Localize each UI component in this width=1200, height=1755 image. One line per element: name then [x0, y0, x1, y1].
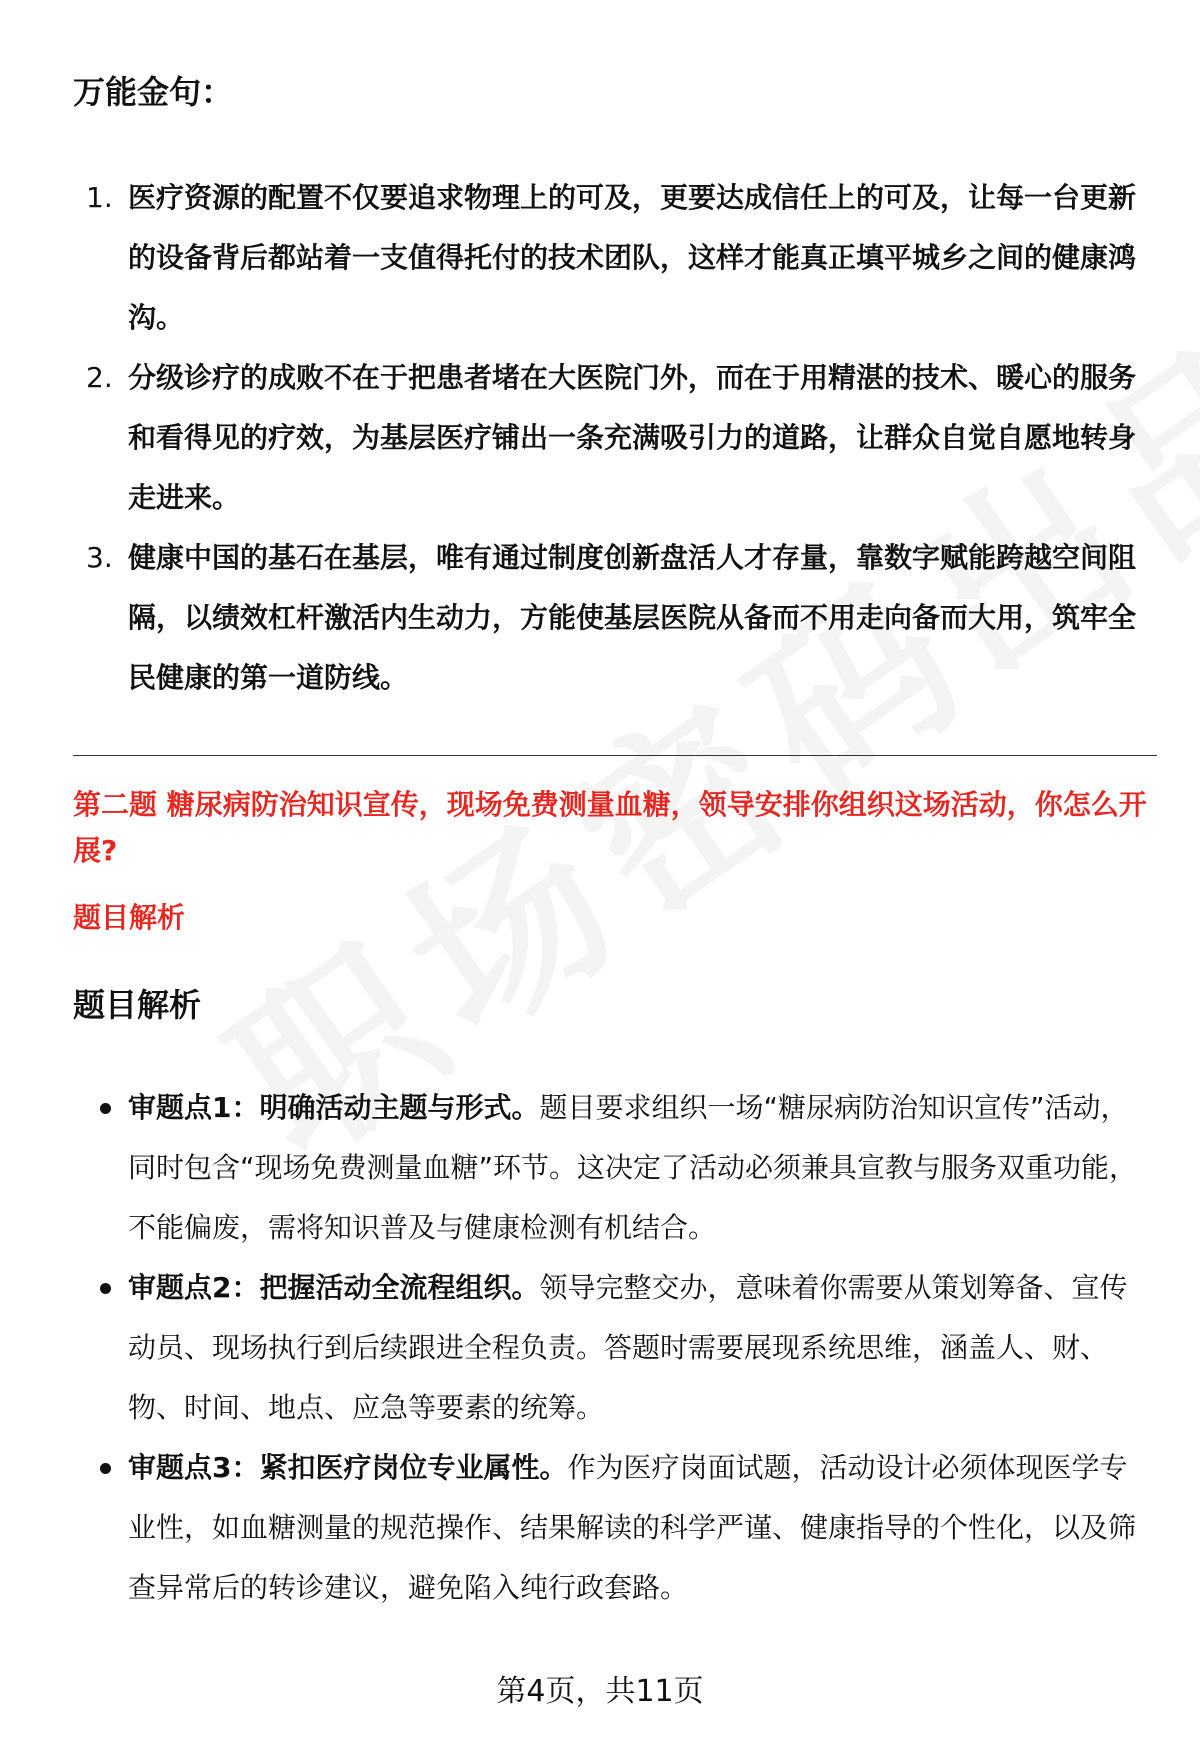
bullet-icon	[100, 1463, 111, 1474]
bullet-icon	[100, 1103, 111, 1114]
list-item	[73, 1078, 1153, 1258]
list-item	[73, 528, 1153, 708]
list-item	[73, 348, 1153, 528]
list-item-text: 领导完整交办，意味着你需要从策划筹备、宣传动员、现场执行到后续跟进全程负责。答题时需要展现系统思维，涵盖人、财、物、时间、地点、应急等要素的统筹。	[128, 1271, 1128, 1424]
page-number: 第4页，共11页	[496, 1674, 704, 1709]
list-item-text: 分级诊疗的成败不在于把患者堵在大医院门外，而在于用精湛的技术、暖心的服务和看得见的疗效，为基层医疗铺出一条充满吸引力的道路，让群众自觉自愿地转身走进来。	[128, 361, 1137, 514]
list-item-lead: 审题点3：紧扣医疗岗位专业属性。	[128, 1451, 568, 1484]
list-item-text: 医疗资源的配置不仅要追求物理上的可及，更要达成信任上的可及，让每一台更新的设备背后都站着一支值得托付的技术团队，这样才能真正填平城乡之间的健康鸿沟。	[128, 181, 1137, 334]
golden-sentences-title: 万能金句：	[73, 73, 234, 111]
list-item-number: 1.	[86, 181, 113, 214]
list-item	[73, 1438, 1153, 1618]
list-item-text: 作为医疗岗面试题，活动设计必须体现医学专业性，如血糖测量的规范操作、结果解读的科学严谨、健康指导的个性化，以及筛查异常后的转诊建议，避免陷入纯行政套路。	[128, 1451, 1137, 1604]
list-item	[73, 168, 1153, 348]
list-item	[73, 1258, 1153, 1438]
question-heading: 第二题 糖尿病防治知识宣传，现场免费测量血糖，领导安排你组织这场活动，你怎么开展?	[73, 788, 1147, 867]
analysis-list	[73, 1078, 1153, 1618]
list-item-text: 题目要求组织一场“糖尿病防治知识宣传”活动，同时包含“现场免费测量血糖”环节。这决定了活动必须兼具宣教与服务双重功能，不能偏废，需将知识普及与健康检测有机结合。	[128, 1091, 1138, 1244]
analysis-title: 题目解析	[73, 986, 202, 1024]
list-item-lead: 审题点2：把握活动全流程组织。	[128, 1271, 540, 1304]
list-item-lead: 审题点1：明确活动主题与形式。	[128, 1091, 540, 1124]
list-item-number: 2.	[86, 361, 113, 394]
list-item-number: 3.	[86, 541, 113, 574]
section-divider	[73, 755, 1157, 756]
list-item-text: 健康中国的基石在基层，唯有通过制度创新盘活人才存量，靠数字赋能跨越空间阻隔，以绩效杠杆激活内生动力，方能使基层医院从备而不用走向备而大用，筑牢全民健康的第一道防线。	[128, 541, 1137, 694]
question-subtitle: 题目解析	[73, 901, 186, 934]
bullet-icon	[100, 1283, 111, 1294]
golden-sentences-list	[73, 168, 1153, 708]
